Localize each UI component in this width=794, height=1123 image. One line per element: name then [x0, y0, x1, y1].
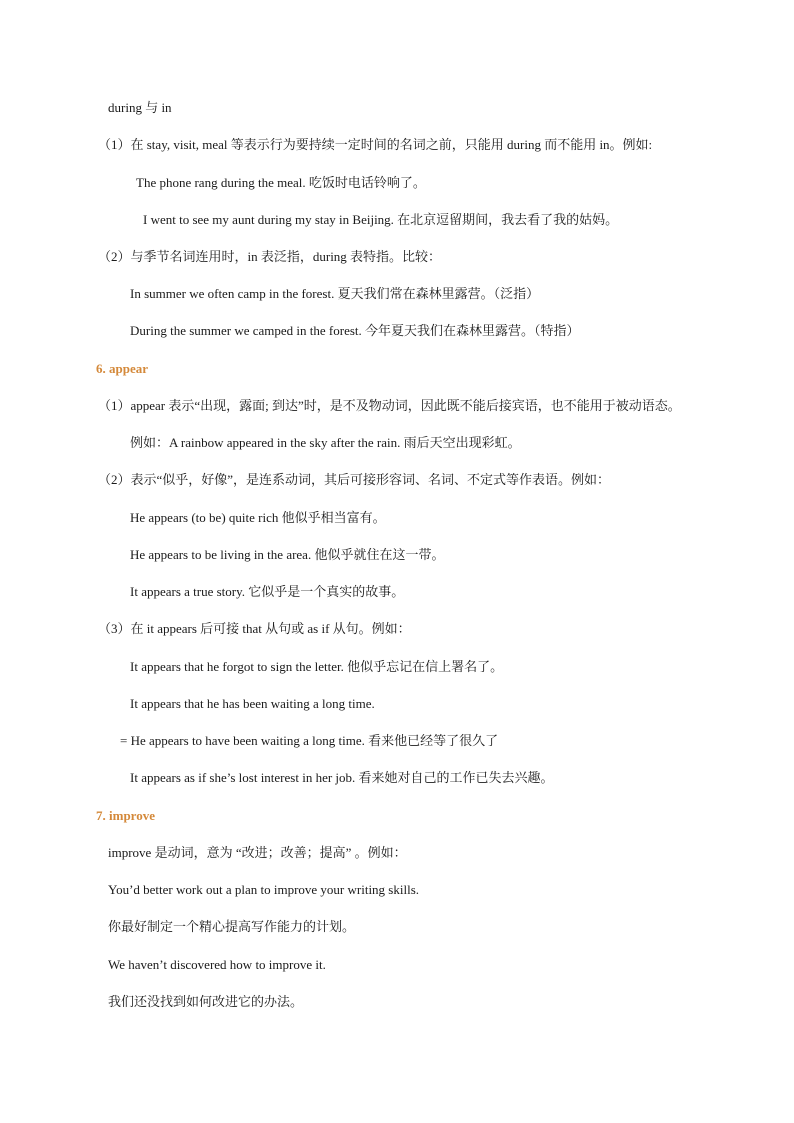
- example-sentence: It appears as if she’s lost interest in her job. 看来她对自己的工作已失去兴趣。: [130, 770, 554, 785]
- rule-1: （1）在 stay, visit, meal 等表示行为要持续一定时间的名词之前，只能用 during 而不能用 in。例如:: [98, 137, 653, 152]
- definition: improve 是动词，意为 “改进；改善；提高” 。例如：: [108, 845, 407, 860]
- rule-3: （3）在 it appears 后可接 that 从句或 as if 从句。例如：: [98, 621, 411, 636]
- example-sentence: He appears to be living in the area. 他似乎就住在这一带。: [130, 547, 445, 562]
- section-heading-appear: 6. appear: [96, 361, 148, 376]
- example-sentence: It appears a true story. 它似乎是一个真实的故事。: [130, 584, 405, 599]
- rule-2: （2）表示“似乎，好像”，是连系动词，其后可接形容词、名词、不定式等作表语。例如：: [98, 472, 611, 487]
- example-sentence: During the summer we camped in the forest. 今年夏天我们在森林里露营。（特指）: [130, 323, 580, 338]
- example-sentence: The phone rang during the meal. 吃饭时电话铃响了。: [136, 175, 426, 190]
- example-sentence: It appears that he forgot to sign the letter. 他似乎忘记在信上署名了。: [130, 659, 504, 674]
- example-translation: 你最好制定一个精心提高写作能力的计划。: [108, 919, 356, 934]
- section-heading-during-in: during 与 in: [108, 100, 172, 115]
- section-heading-improve: 7. improve: [96, 808, 155, 823]
- example-sentence: = He appears to have been waiting a long time. 看来他已经等了很久了: [120, 733, 499, 748]
- example-translation: 我们还没找到如何改进它的办法。: [108, 994, 304, 1009]
- example-sentence: 例如：A rainbow appeared in the sky after the rain. 雨后天空出现彩虹。: [130, 435, 521, 450]
- example-sentence: It appears that he has been waiting a long time.: [130, 696, 375, 711]
- example-sentence: In summer we often camp in the forest. 夏天我们常在森林里露营。（泛指）: [130, 286, 540, 301]
- example-sentence: You’d better work out a plan to improve your writing skills.: [108, 882, 420, 897]
- example-sentence: He appears (to be) quite rich 他似乎相当富有。: [130, 510, 386, 525]
- example-sentence: We haven’t discovered how to improve it.: [108, 957, 326, 972]
- rule-1: （1）appear 表示“出现，露面; 到达”时，是不及物动词，因此既不能后接宾语，也不能用于被动语态。: [98, 398, 681, 413]
- rule-2: （2）与季节名词连用时，in 表泛指，during 表特指。比较：: [98, 249, 442, 264]
- example-sentence: I went to see my aunt during my stay in Beijing. 在北京逗留期间，我去看了我的姑妈。: [143, 212, 619, 227]
